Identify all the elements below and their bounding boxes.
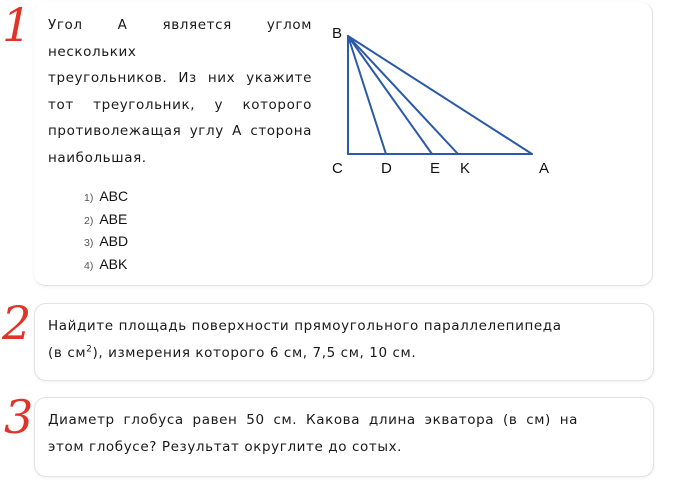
answer-number: 1) [84,192,94,204]
answer-option-2[interactable] [84,211,128,234]
segment-BD [348,36,386,154]
problem-1-line: тот треугольник, у которого [48,96,312,113]
problem-2-line-2-start: (в см [48,344,87,361]
problem-3-number: 3 [4,390,34,444]
label-B: B [332,25,343,42]
problem-1-line: треугольников. Из них укажите [48,70,312,86]
problem-3-line-1: Диаметр глобуса равен 50 см. Какова длина экватора (в см) на [48,412,578,428]
problem-2-text [48,313,608,366]
label-C: C [332,160,343,177]
problem-2-number: 2 [2,296,32,350]
label-D: D [381,160,392,177]
problem-1-line: Угол А является углом нескольких [48,17,312,60]
problem-1-line: наибольшая. [48,149,147,166]
answer-number: 3) [84,237,94,249]
problem-3-text [48,407,578,460]
answer-option-1[interactable] [84,188,128,211]
answer-options [84,188,128,278]
answer-value: ABK [99,255,128,272]
problem-2-line-2-end: ), измерения которого 6 см, 7,5 см, 10 см. [92,344,417,361]
label-K: K [460,160,471,177]
answer-value: ABC [99,188,129,204]
triangle-figure [328,18,558,178]
problem-1-text [48,12,312,171]
segment-BE [348,36,432,154]
label-E: E [430,160,441,177]
answer-value: ABD [99,233,129,249]
superscript-2: 2 [86,344,93,354]
answer-number: 4) [84,259,94,272]
answer-option-3[interactable] [84,233,128,256]
problem-1-line: противолежащая углу А сторона [48,123,312,139]
answer-number: 2) [84,214,94,227]
problem-3-line-2: этом глобусе? Результат округлите до сотых. [48,438,403,455]
label-A: A [539,160,550,177]
answer-value: ABE [99,210,128,227]
answer-option-4[interactable] [84,256,128,279]
segment-BA [348,36,532,154]
problem-1-number: 1 [2,0,32,52]
problem-2-line-1: Найдите площадь поверхности прямоугольного параллелепипеда [48,318,562,334]
